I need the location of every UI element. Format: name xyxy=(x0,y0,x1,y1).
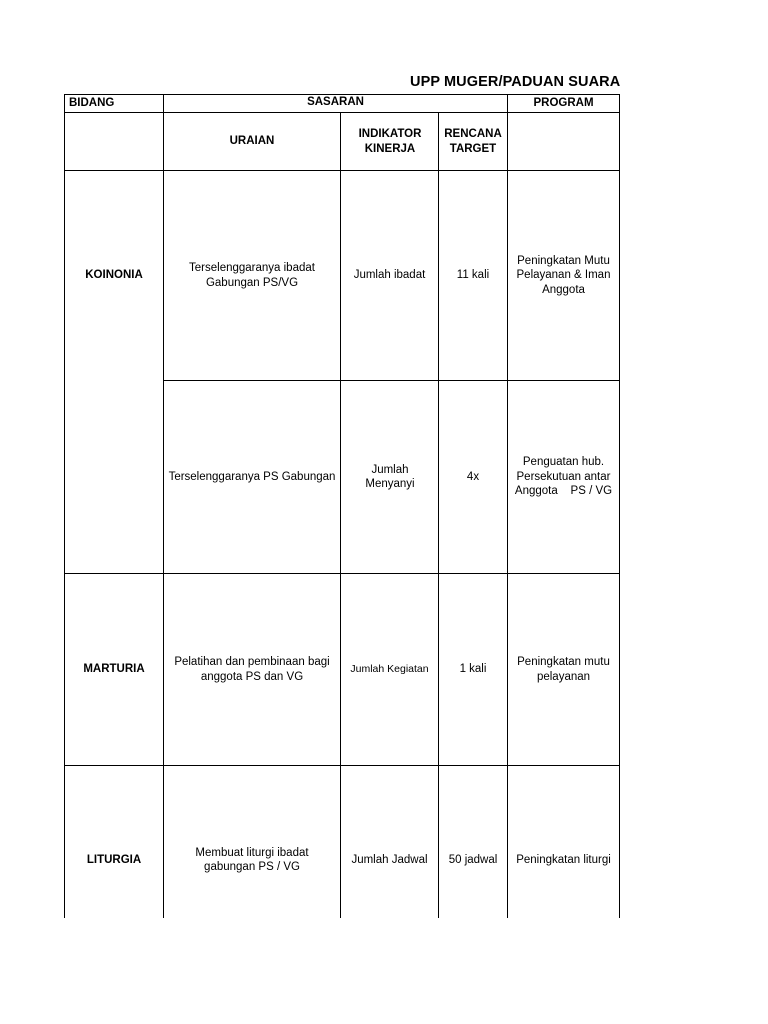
header-sasaran: SASARAN xyxy=(307,95,364,108)
target-cell: 1 kali xyxy=(459,663,487,676)
uraian-cell: Terselenggaranya ibadat Gabungan PS/VG xyxy=(189,262,315,289)
header-program: PROGRAM xyxy=(533,97,594,110)
indikator-cell: Jumlah ibadat xyxy=(353,269,426,282)
header-bidang: BIDANG xyxy=(69,97,115,110)
uraian-cell: Terselenggaranya PS Gabungan xyxy=(168,470,336,483)
program-cell: Peningkatan liturgi xyxy=(516,853,611,866)
header-uraian: URAIAN xyxy=(229,135,275,148)
col-line-5 xyxy=(619,94,620,918)
header-divider xyxy=(64,112,620,113)
indikator-cell: Jumlah Jadwal xyxy=(351,853,428,866)
document-title: UPP MUGER/PADUAN SUARA xyxy=(410,74,620,90)
target-cell: 11 kali xyxy=(456,269,490,282)
indikator-cell: Jumlah Kegiatan xyxy=(350,663,429,676)
uraian-cell: Pelatihan dan pembinaan bagi anggota PS dan VG xyxy=(174,656,330,683)
program-cell: Peningkatan mutu pelayanan xyxy=(517,656,610,683)
program-cell: Peningkatan Mutu Pelayanan & Iman Anggota xyxy=(516,254,611,296)
bidang-liturgia: LITURGIA xyxy=(86,853,142,866)
uraian-cell: Membuat liturgi ibadat gabungan PS / VG xyxy=(195,846,309,873)
bidang-marturia: MARTURIA xyxy=(83,663,145,676)
indikator-cell: Jumlah Menyanyi xyxy=(365,463,415,490)
bidang-koinonia: KOINONIA xyxy=(85,269,143,282)
header-indikator-kinerja: INDIKATOR KINERJA xyxy=(358,128,422,155)
header-rencana-target: RENCANA TARGET xyxy=(444,128,502,155)
target-cell: 50 jadwal xyxy=(448,853,498,866)
program-cell: Penguatan hub. Persekutuan antar Anggota PS / VG xyxy=(514,456,614,498)
target-cell: 4x xyxy=(466,470,480,483)
